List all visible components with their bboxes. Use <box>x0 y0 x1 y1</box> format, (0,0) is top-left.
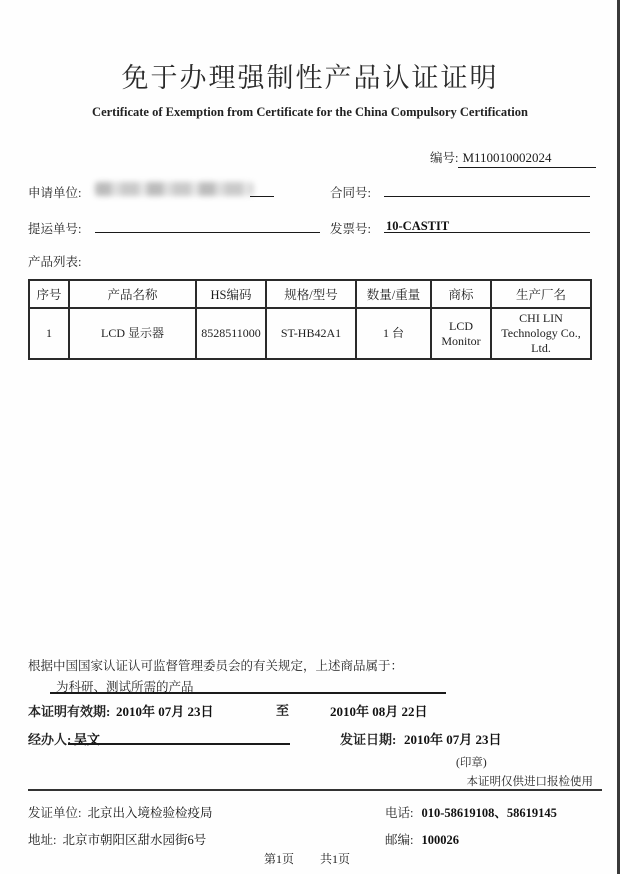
address-label: 地址: <box>28 833 57 847</box>
zip-value: 100026 <box>421 833 459 847</box>
product-table-header-row <box>29 280 591 308</box>
cell-quantity: 1 台 <box>356 308 431 359</box>
validity-label: 本证明有效期: <box>28 704 111 719</box>
applicant-underline <box>250 196 274 197</box>
col-header-manufacturer: 生产厂名 <box>491 280 591 308</box>
phone-label: 电话: <box>385 806 414 820</box>
invoice-number-underline <box>384 232 590 233</box>
footer-divider <box>28 789 602 791</box>
col-header-index: 序号 <box>29 280 69 308</box>
handler-value: 吴文 <box>74 732 101 747</box>
pagination <box>264 850 350 867</box>
col-header-brand: 商标 <box>431 280 491 308</box>
issuer-row <box>28 803 213 821</box>
handler-underline <box>68 743 290 745</box>
issue-date-label: 发证日期: <box>340 732 397 747</box>
cell-index: 1 <box>29 308 69 359</box>
zip-label: 邮编: <box>385 833 414 847</box>
certificate-number-row <box>430 148 596 168</box>
regulation-statement: 根据中国国家认证认可监督管理委员会的有关规定，上述商品属于： <box>28 659 404 673</box>
product-table <box>28 279 592 360</box>
certificate-number-value: M110010002024 <box>458 150 596 168</box>
page-subtitle-english: Certificate of Exemption from Certificate for the China Compulsory Certification <box>92 105 528 119</box>
valid-from-date: 2010年 07月 23日 <box>116 704 214 719</box>
col-header-model: 规格/型号 <box>266 280 356 308</box>
applicant-label: 申请单位: <box>28 186 82 200</box>
seal-placeholder-note: (印章) <box>456 757 487 769</box>
usage-restriction-note: 本证明仅供进口报检使用 <box>466 776 593 788</box>
col-header-hs-code: HS编码 <box>196 280 266 308</box>
category-value: 为科研、测试所需的产品 <box>56 680 194 694</box>
address-value: 北京市朝阳区甜水园街6号 <box>62 833 207 847</box>
certificate-number-label: 编号: <box>430 151 459 165</box>
zip-row <box>385 830 459 848</box>
validity-to-label: 至 <box>276 703 290 718</box>
bill-of-lading-label: 提运单号: <box>28 222 82 236</box>
col-header-product-name: 产品名称 <box>69 280 196 308</box>
issuer-value: 北京出入境检验检疫局 <box>87 806 213 820</box>
invoice-number-value: 10-CASTIT <box>386 219 450 233</box>
address-row <box>28 830 206 848</box>
page-total: 共1页 <box>320 852 351 866</box>
cell-product-name: LCD 显示器 <box>69 308 196 359</box>
col-header-quantity: 数量/重量 <box>356 280 431 308</box>
phone-value: 010-58619108、58619145 <box>421 806 557 820</box>
product-table-row <box>29 308 591 359</box>
issue-date-value: 2010年 07月 23日 <box>404 732 502 747</box>
cell-manufacturer: CHI LIN Technology Co., Ltd. <box>491 308 591 359</box>
cell-hs-code: 8528511000 <box>196 308 266 359</box>
valid-to-date: 2010年 08月 22日 <box>330 704 428 719</box>
cell-brand: LCD Monitor <box>431 308 491 359</box>
applicant-redacted-blur <box>95 182 253 196</box>
phone-row <box>385 803 557 821</box>
page-title: 免于办理强制性产品认证证明 <box>121 63 499 93</box>
page-current: 第1页 <box>264 852 295 866</box>
contract-number-underline <box>384 196 590 197</box>
product-list-label: 产品列表: <box>28 255 82 269</box>
cell-model: ST-HB42A1 <box>266 308 356 359</box>
invoice-number-label: 发票号: <box>330 222 371 236</box>
handler-label: 经办人: <box>28 732 72 747</box>
category-underline <box>50 692 446 694</box>
bill-of-lading-underline <box>95 232 320 233</box>
issuer-label: 发证单位: <box>28 806 82 820</box>
contract-number-label: 合同号: <box>330 186 371 200</box>
